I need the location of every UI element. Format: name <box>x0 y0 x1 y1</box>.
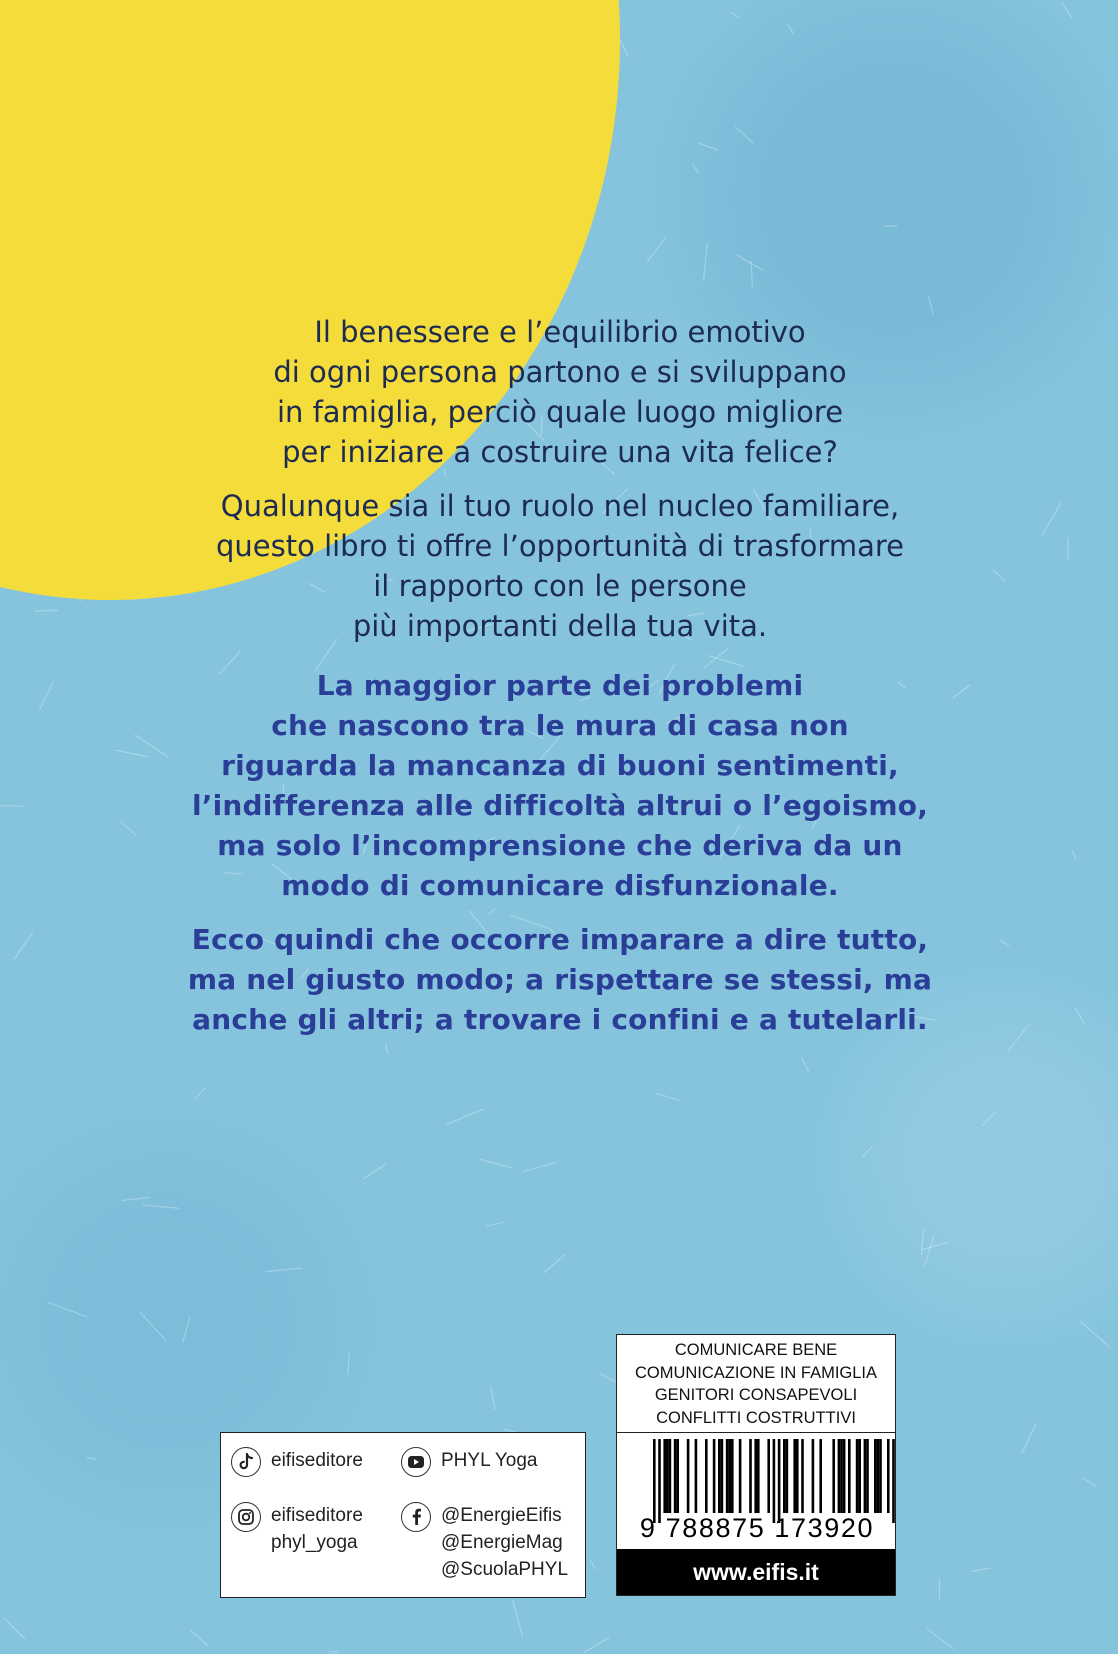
facebook-handles: @EnergieEifis @EnergieMag @ScuolaPHYL <box>441 1505 569 1580</box>
social-instagram[interactable] <box>231 1502 363 1556</box>
intro-paragraph-2: Qualunque sia il tuo ruolo nel nucleo familiare, questo libro ti offre l’opportunità di trasformare il rapporto con le persone più importanti della tua vita. <box>216 489 904 643</box>
instagram-icon <box>231 1502 261 1532</box>
intro-paragraph-1: Il benessere e l’equilibrio emotivo di ogni persona partono e si sviluppano in famiglia, perciò quale luogo migliore per iniziare a costruire una vita felice? <box>273 315 847 469</box>
isbn-number: 9 788875 173920 <box>639 1513 875 1543</box>
intro-text <box>150 312 970 646</box>
social-facebook[interactable] <box>401 1502 568 1583</box>
tag: COMUNICARE BENE <box>674 1341 838 1359</box>
publisher-website[interactable]: www.eifis.it <box>617 1549 895 1595</box>
tag: COMUNICAZIONE IN FAMIGLIA <box>634 1363 878 1382</box>
facebook-icon <box>401 1502 431 1532</box>
tag: GENITORI CONSAPEVOLI <box>654 1386 858 1404</box>
emphasis-text <box>150 666 970 1040</box>
barcode-area <box>617 1433 895 1547</box>
youtube-channel: PHYL Yoga <box>441 1450 538 1471</box>
barcode-box <box>616 1334 896 1596</box>
social-tiktok[interactable] <box>231 1447 363 1477</box>
subject-tags <box>617 1335 895 1433</box>
social-youtube[interactable] <box>401 1447 538 1477</box>
isbn-barcode <box>617 1439 895 1523</box>
tiktok-icon <box>231 1447 261 1477</box>
youtube-icon <box>401 1447 431 1477</box>
emphasis-paragraph-1: La maggior parte dei problemi che nascono tra le mura di casa non riguarda la mancanza di buoni sentimenti, l’indifferenza alle difficoltà altrui o l’egoismo, ma solo l’incomprensione che deriva da un modo di comunicare disfunzionale. <box>191 669 929 902</box>
social-box <box>220 1432 586 1598</box>
emphasis-paragraph-2: Ecco quindi che occorre imparare a dire tutto, ma nel giusto modo; a rispettare se stessi, ma anche gli altri; a trovare i confini e a tutelarli. <box>187 923 933 1036</box>
tag: CONFLITTI COSTRUTTIVI <box>656 1408 856 1427</box>
tiktok-handle: eifiseditore <box>271 1450 363 1471</box>
instagram-handles: eifiseditore phyl_yoga <box>271 1505 363 1553</box>
